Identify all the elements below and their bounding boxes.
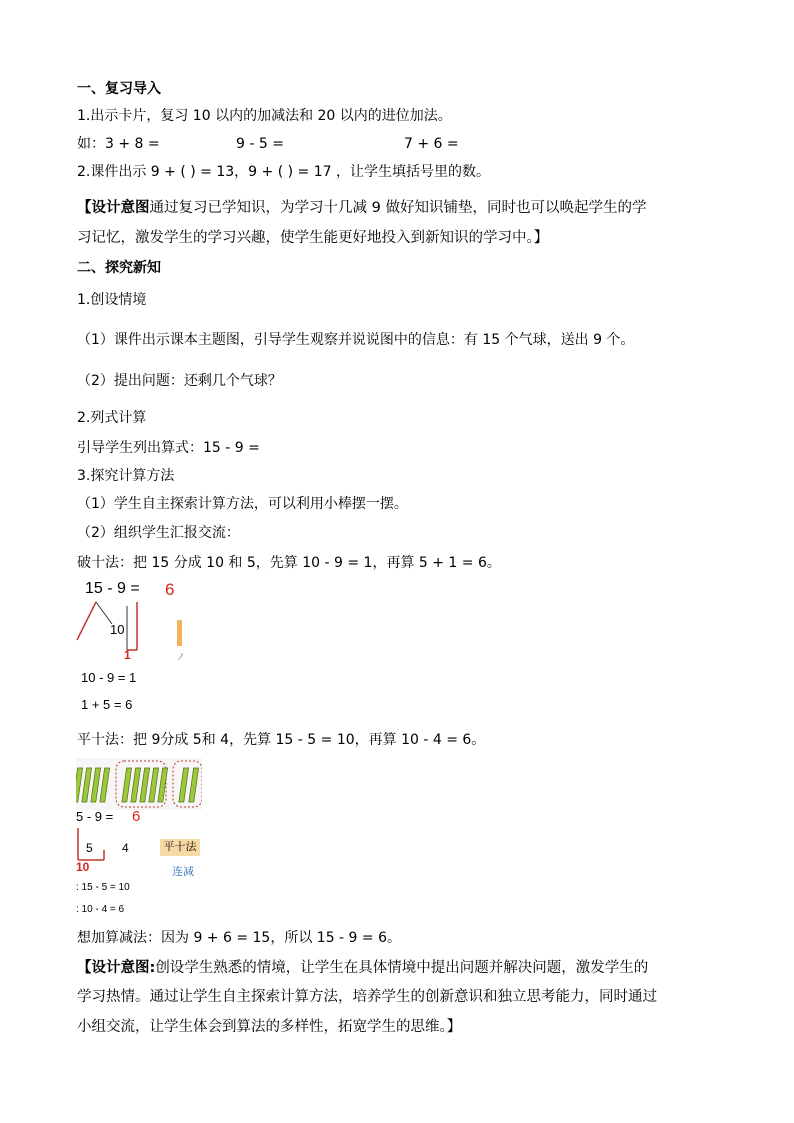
fig2-sticks (76, 758, 202, 810)
s3-p1: （1）学生自主探索计算方法，可以利用小棒摆一摆。 (77, 496, 408, 512)
s2-text: 引导学生列出算式：15 - 9 = (77, 440, 260, 456)
break-ten-figure (76, 578, 206, 718)
design2-text: 创设学生熟悉的情境，让学生在具体情境中提出问题并解决问题，激发学生的 (155, 960, 649, 976)
design-text: 通过复习已学知识，为学习十几减 9 做好知识铺垫，同时也可以唤起学生的学 (149, 200, 647, 216)
svg-text:ノ: ノ (176, 653, 186, 663)
fig1-step1: 10 - 9 = 1 (81, 670, 137, 685)
section2-design-line2: 学习热情。通过让学生自主探索计算方法，培养学生的创新意识和独立思考能力，同时通过 (77, 989, 657, 1005)
method3-text: 想加算减法：因为 9 + 6 = 15，所以 15 - 9 = 6。 (77, 930, 402, 946)
example-2: 9 - 5 = (236, 136, 284, 152)
section1-item2: 2.课件出示 9 + ( ) = 13，9 + ( ) = 17 ，让学生填括号里的数。 (77, 164, 490, 180)
example-3: 7 + 6 = (404, 136, 459, 152)
s1-p2: （2）提出问题：还剩几个气球？ (77, 373, 282, 389)
fig1-result: 1 (124, 648, 131, 662)
section1-heading: 一、复习导入 (77, 81, 161, 97)
fig2-tag2: 连减 (172, 866, 194, 878)
fig2-part1: 5 (86, 841, 93, 855)
examples-prefix: 如： (77, 136, 105, 152)
level-ten-figure (76, 758, 206, 918)
fig2-tag: 平十法 (160, 839, 200, 856)
section2-design-line3: 小组交流，让学生体会到算法的多样性，拓宽学生的思维。】 (77, 1019, 462, 1035)
fig2-part2: 4 (122, 841, 129, 855)
s1-p1: （1）课件出示课本主题图，引导学生观察并说说图中的信息：有 15 个气球，送出 9 个。 (77, 332, 635, 348)
fig1-equation: 15 - 9 = (85, 580, 140, 597)
design-label: 【设计意图 (77, 200, 150, 216)
fig1-step2: 1 + 5 = 6 (81, 697, 133, 712)
fig2-answer: 6 (132, 808, 141, 825)
s3-title: 3.探究计算方法 (77, 468, 175, 484)
example-1: 3 + 8 = (105, 136, 160, 152)
fig1-split: 10 (110, 622, 125, 637)
method1-text: 破十法：把 15 分成 10 和 5，先算 10 - 9 = 1，再算 5 + 1 = 6。 (77, 555, 501, 571)
s2-title: 2.列式计算 (77, 410, 147, 426)
section1-design-line2: 习记忆，激发学生的学习兴趣，使学生能更好地投入到新知识的学习中。】 (77, 230, 549, 246)
section2-design-line1 (77, 959, 648, 977)
s1-title: 1.创设情境 (77, 292, 147, 308)
section1-design-line1 (77, 199, 646, 217)
fig2-result: 10 (76, 860, 90, 874)
s3-p2: （2）组织学生汇报交流： (77, 525, 240, 541)
fig2-step2: : 10 - 4 = 6 (76, 904, 125, 915)
fig2-step1: : 15 - 5 = 10 (76, 882, 130, 893)
examples-row (77, 135, 160, 153)
fig1-answer: 6 (165, 580, 175, 599)
section1-item1: 1.出示卡片，复习 10 以内的加减法和 20 以内的进位加法。 (77, 108, 452, 124)
section2-heading: 二、探究新知 (77, 260, 161, 276)
design2-label: 【设计意图: (77, 960, 156, 976)
fig2-equation: 5 - 9 = (76, 809, 114, 824)
method2-text: 平十法：把 9分成 5和 4，先算 15 - 5 = 10，再算 10 - 4 = 6。 (77, 732, 486, 748)
